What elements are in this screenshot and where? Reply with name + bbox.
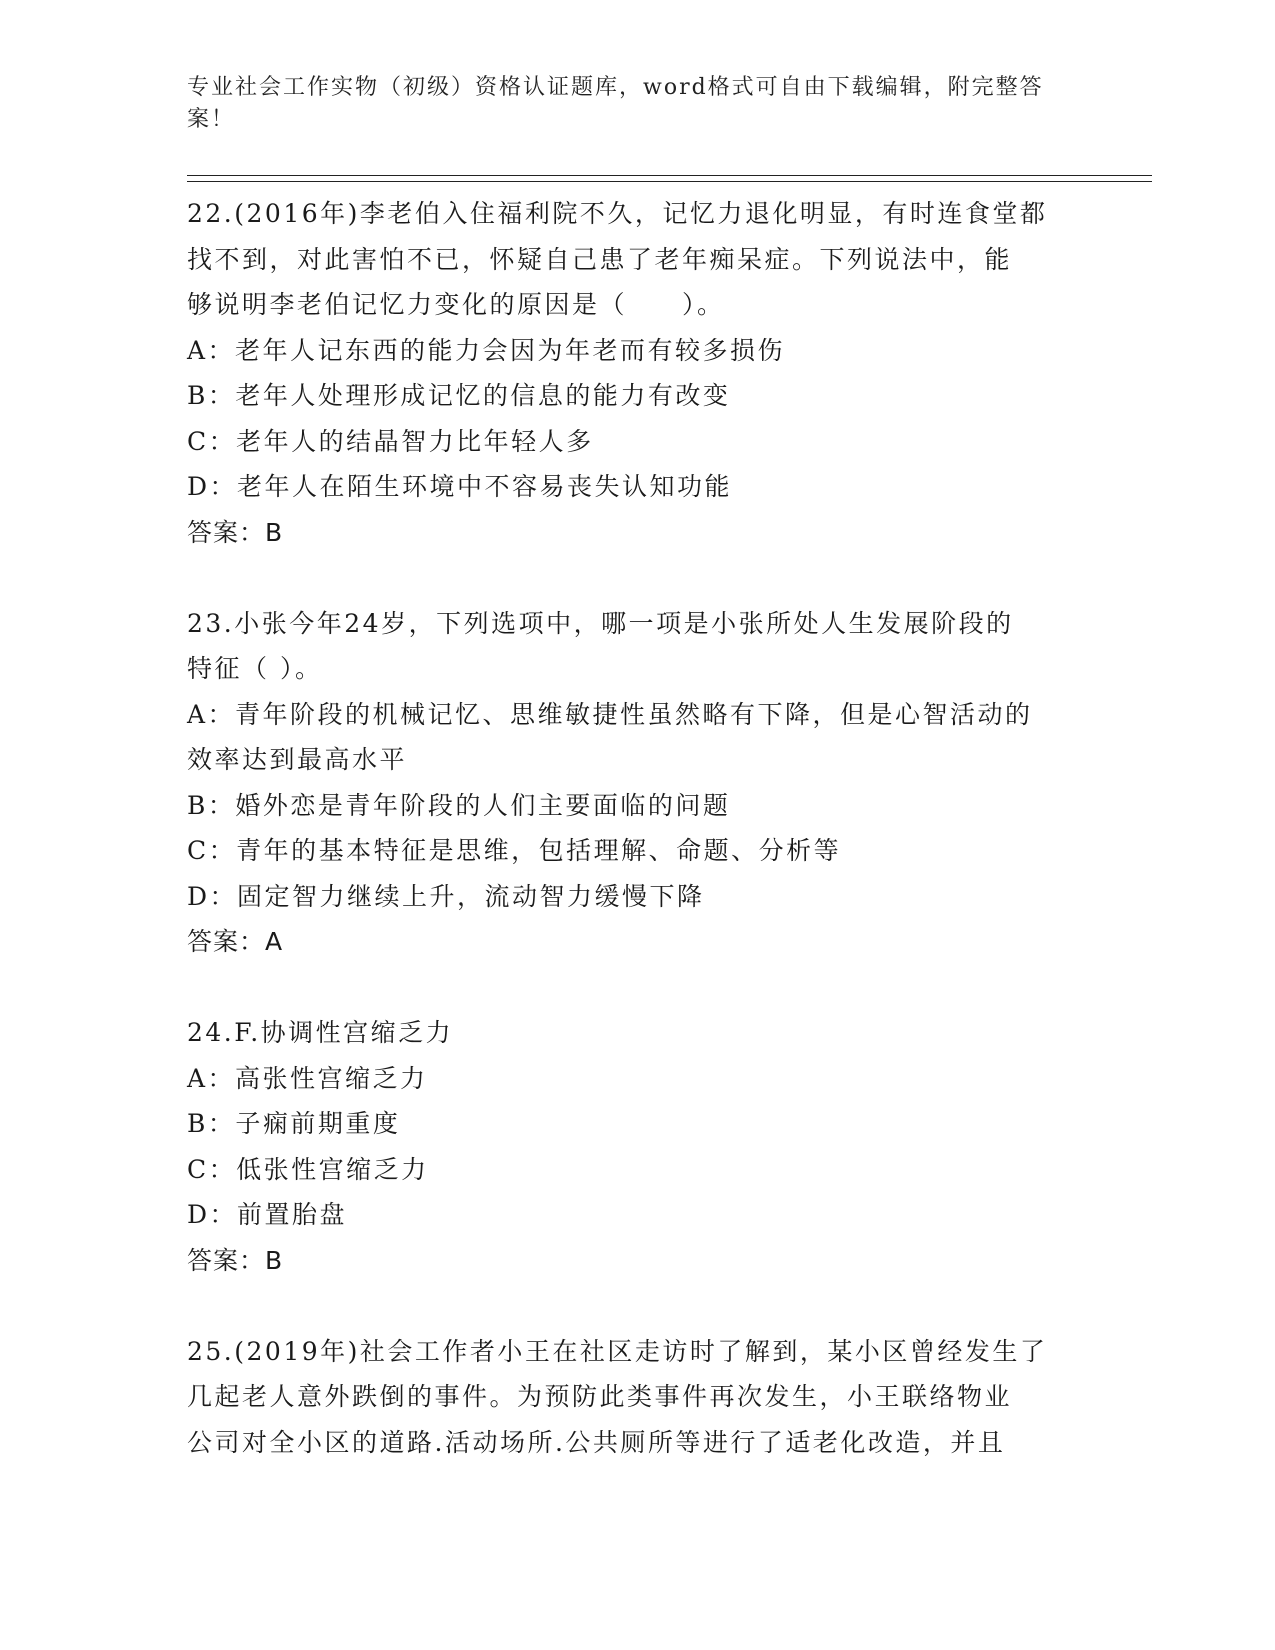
question-stem-line: 找不到，对此害怕不已，怀疑自己患了老年痴呆症。下列说法中，能: [187, 244, 1013, 274]
question-stem-line: 特征（ ）。: [187, 654, 323, 683]
option-b: B：婚外恋是青年阶段的人们主要面临的问题: [187, 790, 731, 820]
question-22: [187, 191, 1087, 555]
option-a-continued: 效率达到最高水平: [187, 745, 408, 774]
option-c: C：老年人的结晶智力比年轻人多: [187, 426, 594, 456]
header-rule-bottom: [187, 181, 1152, 182]
question-stem-line: 几起老人意外跌倒的事件。为预防此类事件再次发生，小王联络物业: [187, 1382, 1013, 1411]
answer-line: 答案：B: [187, 1245, 284, 1275]
option-d: D：固定智力继续上升，流动智力缓慢下降: [187, 881, 705, 911]
option-d: D：前置胎盘: [187, 1200, 348, 1229]
answer-line: 答案：A: [187, 927, 284, 956]
option-a: A：青年阶段的机械记忆、思维敏捷性虽然略有下降，但是心智活动的: [187, 699, 1033, 729]
question-list: [187, 191, 1087, 1465]
answer-line: 答案：B: [187, 517, 284, 547]
document-header: [187, 72, 1067, 136]
option-a: A：高张性宫缩乏力: [187, 1063, 428, 1093]
option-a: A：老年人记东西的能力会因为年老而有较多损伤: [187, 335, 786, 365]
question-stem-line: 公司对全小区的道路.活动场所.公共厕所等进行了适老化改造，并且: [187, 1427, 1006, 1457]
question-stem-line: 23.小张今年24岁，下列选项中，哪一项是小张所处人生发展阶段的: [187, 608, 1014, 638]
question-23: [187, 601, 1087, 965]
option-b: B：老年人处理形成记忆的信息的能力有改变: [187, 381, 731, 410]
header-line-1: 专业社会工作实物（初级）资格认证题库，word格式可自由下载编辑，附完整答: [187, 75, 1044, 100]
question-stem-line: 22.(2016年)李老伯入住福利院不久，记忆力退化明显，有时连食堂都: [187, 199, 1048, 228]
question-24: [187, 1010, 1087, 1283]
question-spacer: [187, 555, 1087, 601]
question-spacer: [187, 1283, 1087, 1329]
option-c: C：低张性宫缩乏力: [187, 1154, 429, 1184]
question-25: [187, 1329, 1087, 1466]
option-b: B：子痫前期重度: [187, 1109, 401, 1138]
option-d: D：老年人在陌生环境中不容易丧失认知功能: [187, 472, 733, 501]
option-c: C：青年的基本特征是思维，包括理解、命题、分析等: [187, 836, 842, 865]
header-line-2: 案！: [187, 107, 236, 132]
question-spacer: [187, 965, 1087, 1011]
header-rule-top: [187, 175, 1152, 176]
question-stem-line: 25.(2019年)社会工作者小王在社区走访时了解到，某小区曾经发生了: [187, 1336, 1048, 1366]
question-stem-line: 24.F.协调性宫缩乏力: [187, 1018, 454, 1047]
question-stem-line: 够说明李老伯记忆力变化的原因是（ ）。: [187, 290, 725, 319]
